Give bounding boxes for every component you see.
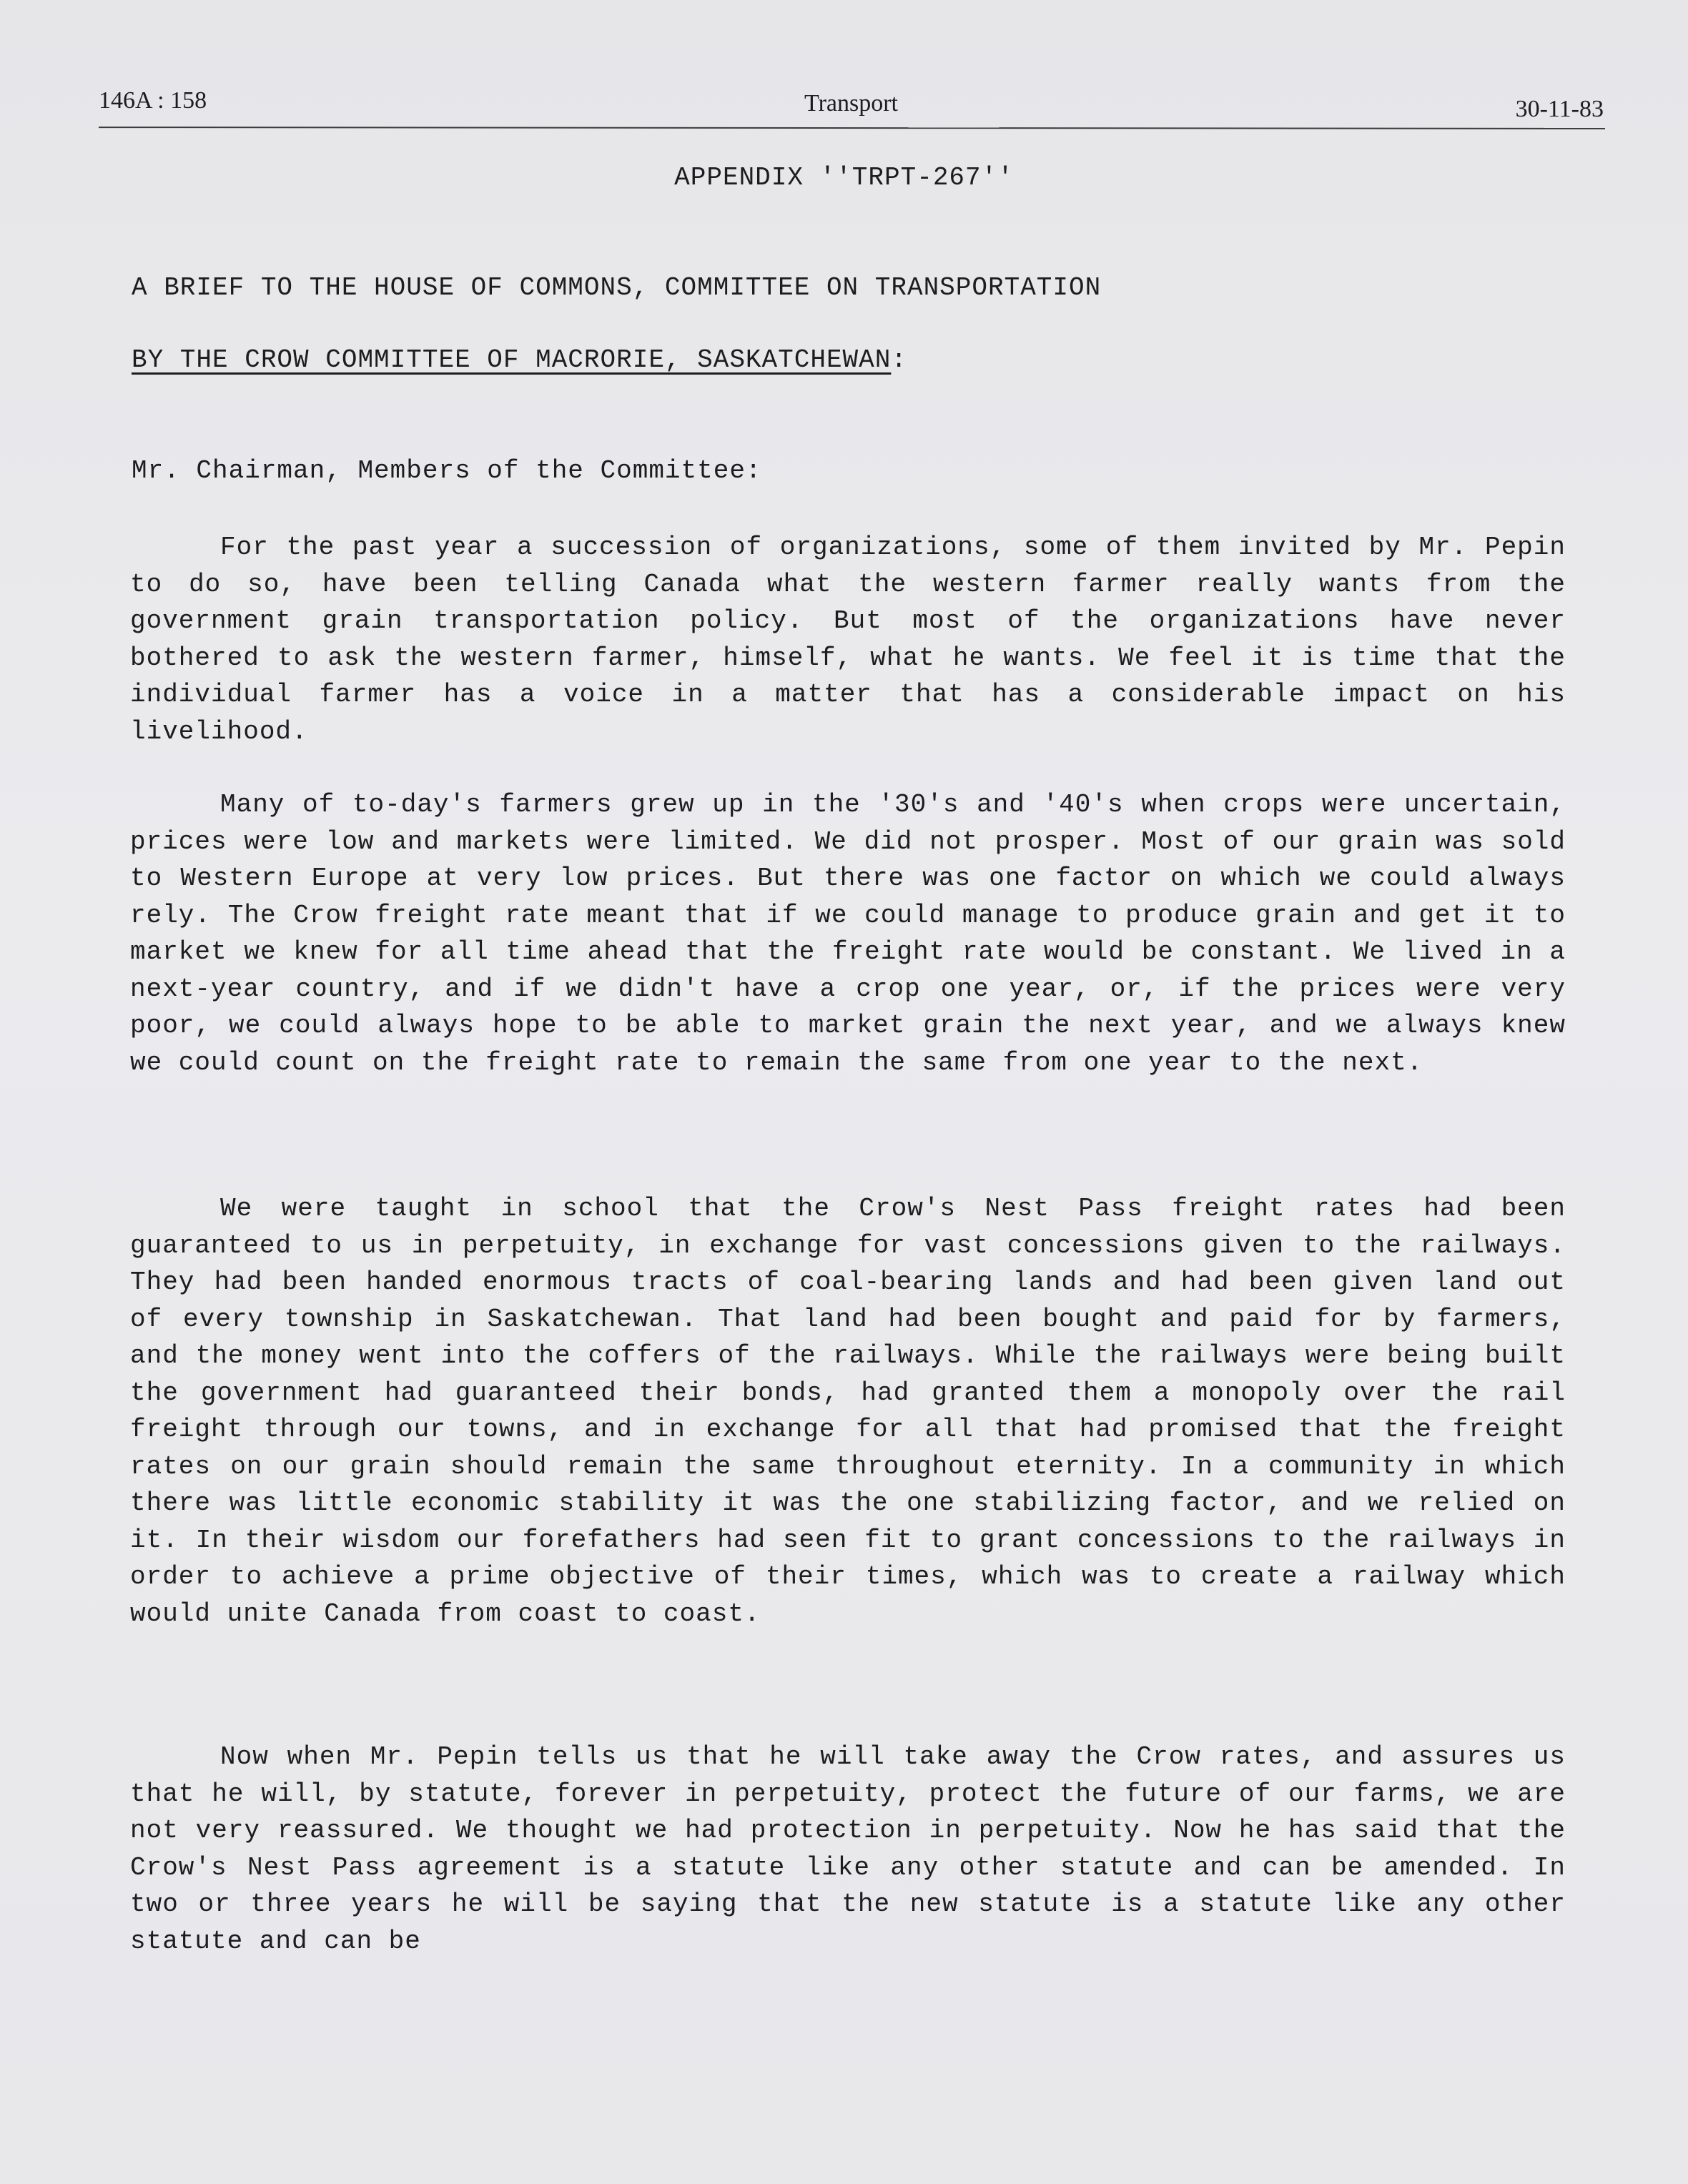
brief-title: A BRIEF TO THE HOUSE OF COMMONS, COMMITTEE ON TRANSPORTATION — [132, 273, 1102, 302]
paragraph-4: Now when Mr. Pepin tells us that he will take away the Crow rates, and assures us that he will, by statute, forever in perpetuity, protect the future of our farms, we are not very reassured. We thought we had protection in perpetuity. Now he has said that the Crow's Nest Pass agreement is a statute like any other statute and can be amended. In two or three years he will be saying that the new statute is a statute like any other statute and can be — [130, 1742, 1566, 1956]
header-date: 30-11-83 — [1515, 96, 1604, 122]
running-title: Transport — [804, 90, 898, 117]
paragraph-3: We were taught in school that the Crow's Nest Pass freight rates had been guaranteed to us in perpetuity, in exchange for vast concessions given to the railways. They had been handed enormous tracts of coal-bearing lands and had been given land out of every township in Saskatchewan. That land had been bought and paid for by farmers, and the money went into the coffers of the railways. While the railways were being built the government had guaranteed their bonds, had granted them a monopoly over the rail freight through our towns, and in exchange for all that had promised that the freight rates on our grain should remain the same throughout eternity. In a community in which there was little economic stability it was the one stabilizing factor, and we relied on it. In their wisdom our forefathers had seen fit to grant concessions to the railways in order to achieve a prime objective of their times, which was to create a railway which would unite Canada from coast to coast. — [130, 1194, 1566, 1629]
paragraph-2: Many of to-day's farmers grew up in the '30's and '40's when crops were uncertain, prices were low and markets were limited. We did not prosper. Most of our grain was sold to Western Europe at very low prices. But there was one factor on which we could always rely. The Crow freight rate meant that if we could manage to produce grain and get it to market we knew for all time ahead that the freight rate would be constant. We lived in a next-year country, and if we didn't have a crop one year, or, if the prices were very poor, we could always hope to be able to market grain the next year, and we always knew we could count on the freight rate to remain the same from one year to the next. — [130, 790, 1566, 1077]
brief-subtitle-colon: : — [891, 345, 907, 375]
page-reference: 146A : 158 — [99, 87, 207, 114]
page-header — [99, 84, 1604, 129]
paragraph-1: For the past year a succession of organizations, some of them invited by Mr. Pepin to do so, have been telling Canada what the western farmer really wants from the government grain transportation policy. But most of the organizations have never bothered to ask the western farmer, himself, what he wants. We feel it is time that the individual farmer has a voice in a matter that has a considerable impact on his livelihood. — [130, 533, 1566, 746]
brief-subtitle — [132, 345, 907, 375]
appendix-heading: APPENDIX ''TRPT-267'' — [674, 163, 1014, 192]
salutation: Mr. Chairman, Members of the Committee: — [132, 456, 762, 485]
header-rule — [99, 127, 1605, 129]
brief-subtitle-text: BY THE CROW COMMITTEE OF MACRORIE, SASKATCHEWAN — [132, 345, 892, 375]
